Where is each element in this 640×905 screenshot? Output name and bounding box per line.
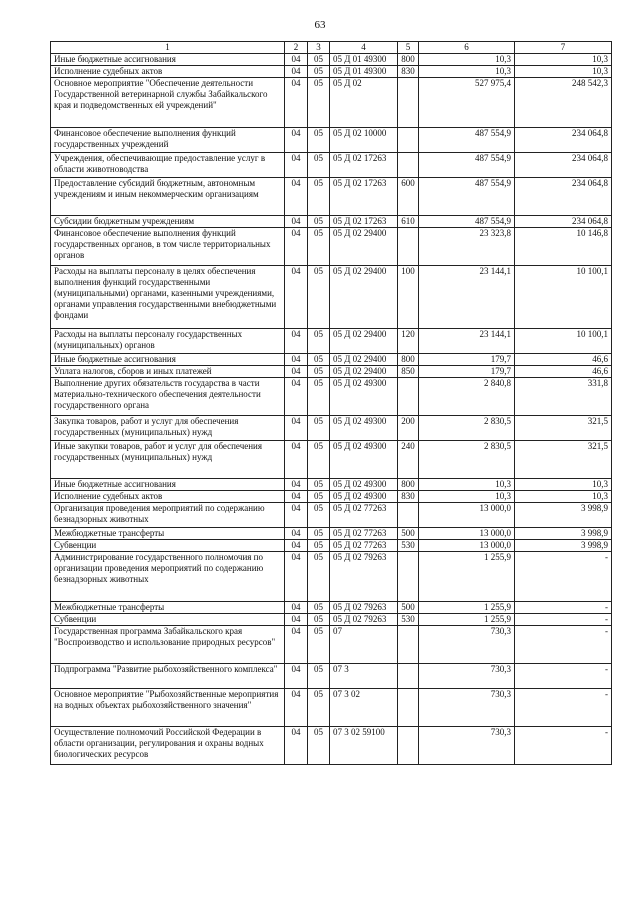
row-name-cell: Осуществление полномочий Российской Федерации в области организации, регулирования и охраны водных биологических ресурсов [51,727,285,765]
row-name-cell: Субвенции [51,614,285,626]
row-name-cell: Финансовое обеспечение выполнения функций государственных органов, в том числе территориальных органов [51,228,285,266]
row-c2-cell: 04 [285,626,308,664]
table-row [51,329,612,354]
row-c7-cell: 3 998,9 [515,503,612,528]
row-c7-cell: 234 064,8 [515,153,612,178]
row-c4-cell: 05 Д 02 29400 [330,266,398,329]
table-row [51,479,612,491]
row-c5-cell: 530 [398,614,419,626]
row-name-cell: Субвенции [51,540,285,552]
table-row [51,128,612,153]
row-name-cell: Закупка товаров, работ и услуг для обеспечения государственных (муниципальных) нужд [51,416,285,441]
row-c6-cell: 23 144,1 [419,329,515,354]
row-c3-cell: 05 [308,378,330,416]
table-row [51,441,612,479]
row-c6-cell: 23 144,1 [419,266,515,329]
row-c7-cell: 234 064,8 [515,178,612,216]
row-c6-cell: 527 975,4 [419,78,515,128]
row-c3-cell: 05 [308,503,330,528]
row-c6-cell: 23 323,8 [419,228,515,266]
row-c2-cell: 04 [285,178,308,216]
row-c7-cell: 321,5 [515,416,612,441]
row-c5-cell: 500 [398,528,419,540]
row-name-cell: Организация проведения мероприятий по содержанию безнадзорных животных [51,503,285,528]
row-c6-cell: 2 830,5 [419,416,515,441]
row-c6-cell: 179,7 [419,354,515,366]
table-row [51,626,612,664]
table-row [51,228,612,266]
table-row [51,727,612,765]
row-c3-cell: 05 [308,664,330,689]
row-c7-cell: 248 542,3 [515,78,612,128]
row-c5-cell [398,128,419,153]
row-c2-cell: 04 [285,479,308,491]
row-c5-cell: 100 [398,266,419,329]
row-c6-cell: 487 554,9 [419,153,515,178]
row-c2-cell: 04 [285,378,308,416]
row-c6-cell: 487 554,9 [419,216,515,228]
row-c3-cell: 05 [308,614,330,626]
table-row [51,354,612,366]
header-cell: 4 [330,42,398,54]
row-c2-cell: 04 [285,66,308,78]
row-c2-cell: 04 [285,366,308,378]
row-c6-cell: 13 000,0 [419,528,515,540]
row-c3-cell: 05 [308,416,330,441]
row-c7-cell: - [515,614,612,626]
header-cell: 1 [51,42,285,54]
table-row [51,540,612,552]
row-c2-cell: 04 [285,689,308,727]
row-c4-cell: 05 Д 02 29400 [330,366,398,378]
row-c6-cell: 13 000,0 [419,540,515,552]
row-c5-cell [398,78,419,128]
row-c5-cell: 610 [398,216,419,228]
table-row [51,416,612,441]
row-c4-cell: 05 Д 02 10000 [330,128,398,153]
row-c3-cell: 05 [308,266,330,329]
row-c7-cell: 46,6 [515,366,612,378]
header-cell: 5 [398,42,419,54]
row-name-cell: Исполнение судебных актов [51,491,285,503]
table-row [51,216,612,228]
row-c5-cell [398,503,419,528]
row-c4-cell: 05 Д 02 17263 [330,216,398,228]
row-c6-cell: 1 255,9 [419,602,515,614]
row-c6-cell: 2 840,8 [419,378,515,416]
row-c3-cell: 05 [308,329,330,354]
row-name-cell: Основное мероприятие "Рыбохозяйственные мероприятия на водных объектах рыбохозяйственного значения" [51,689,285,727]
row-name-cell: Основное мероприятие "Обеспечение деятельности Государственной ветеринарной службы Забайкальского края и подведомственных ей учреждений" [51,78,285,128]
row-c3-cell: 05 [308,552,330,602]
table-row [51,491,612,503]
table-row [51,689,612,727]
row-c2-cell: 04 [285,727,308,765]
row-c2-cell: 04 [285,552,308,602]
row-c4-cell: 05 Д 01 49300 [330,54,398,66]
table-row [51,178,612,216]
row-c4-cell: 05 Д 02 79263 [330,602,398,614]
row-c5-cell: 850 [398,366,419,378]
row-c5-cell [398,153,419,178]
header-cell: 3 [308,42,330,54]
row-name-cell: Государственная программа Забайкальского края "Воспроизводство и использование природных ресурсов" [51,626,285,664]
row-c3-cell: 05 [308,491,330,503]
row-c2-cell: 04 [285,528,308,540]
row-c5-cell: 240 [398,441,419,479]
row-c7-cell: 234 064,8 [515,216,612,228]
row-c3-cell: 05 [308,128,330,153]
table-row [51,602,612,614]
page-number: 63 [314,19,326,31]
row-c5-cell: 830 [398,491,419,503]
row-c7-cell: - [515,626,612,664]
row-c5-cell: 530 [398,540,419,552]
row-c3-cell: 05 [308,178,330,216]
row-c3-cell: 05 [308,602,330,614]
row-c3-cell: 05 [308,216,330,228]
row-c2-cell: 04 [285,266,308,329]
row-c5-cell: 800 [398,354,419,366]
table-row [51,66,612,78]
row-c2-cell: 04 [285,491,308,503]
row-c3-cell: 05 [308,366,330,378]
row-c3-cell: 05 [308,66,330,78]
row-c7-cell: 10 100,1 [515,329,612,354]
row-c3-cell: 05 [308,727,330,765]
row-name-cell: Финансовое обеспечение выполнения функций государственных учреждений [51,128,285,153]
row-c6-cell: 730,3 [419,727,515,765]
row-c7-cell: - [515,727,612,765]
row-c4-cell: 05 Д 02 29400 [330,228,398,266]
row-c4-cell: 05 Д 02 77263 [330,503,398,528]
row-name-cell: Субсидии бюджетным учреждениям [51,216,285,228]
row-c5-cell: 120 [398,329,419,354]
row-c4-cell: 05 Д 02 49300 [330,491,398,503]
row-c6-cell: 13 000,0 [419,503,515,528]
row-c3-cell: 05 [308,528,330,540]
table-row [51,528,612,540]
row-c6-cell: 2 830,5 [419,441,515,479]
row-c3-cell: 05 [308,689,330,727]
row-c2-cell: 04 [285,78,308,128]
table-row [51,503,612,528]
header-cell: 7 [515,42,612,54]
row-c5-cell [398,552,419,602]
table-row [51,664,612,689]
row-c5-cell: 600 [398,178,419,216]
row-c7-cell: 10,3 [515,491,612,503]
row-name-cell: Учреждения, обеспечивающие предоставление услуг в области животноводства [51,153,285,178]
row-c2-cell: 04 [285,228,308,266]
row-c4-cell: 05 Д 02 77263 [330,528,398,540]
row-name-cell: Администрирование государственного полномочия по организации проведения мероприятий по содержанию безнадзорных животных [51,552,285,602]
row-c7-cell: - [515,602,612,614]
row-c3-cell: 05 [308,78,330,128]
row-c5-cell: 800 [398,479,419,491]
row-c7-cell: 3 998,9 [515,540,612,552]
table-header-row [51,42,612,54]
row-name-cell: Межбюджетные трансферты [51,528,285,540]
row-c6-cell: 10,3 [419,491,515,503]
row-name-cell: Иные закупки товаров, работ и услуг для обеспечения государственных (муниципальных) нужд [51,441,285,479]
row-c5-cell [398,626,419,664]
row-c5-cell [398,689,419,727]
row-c2-cell: 04 [285,614,308,626]
row-c2-cell: 04 [285,354,308,366]
row-c4-cell: 05 Д 02 17263 [330,153,398,178]
row-c7-cell: 321,5 [515,441,612,479]
table-row [51,378,612,416]
table-row [51,78,612,128]
row-c4-cell: 07 [330,626,398,664]
row-c3-cell: 05 [308,540,330,552]
row-c4-cell: 05 Д 02 29400 [330,329,398,354]
row-c2-cell: 04 [285,441,308,479]
table-row [51,54,612,66]
row-c4-cell: 05 Д 02 77263 [330,540,398,552]
table-row [51,366,612,378]
row-c5-cell [398,727,419,765]
row-c6-cell: 487 554,9 [419,128,515,153]
row-c4-cell: 07 3 [330,664,398,689]
row-c4-cell: 05 Д 02 49300 [330,441,398,479]
row-c6-cell: 1 255,9 [419,614,515,626]
row-c2-cell: 04 [285,128,308,153]
row-name-cell: Иные бюджетные ассигнования [51,354,285,366]
row-c3-cell: 05 [308,153,330,178]
row-name-cell: Расходы на выплаты персоналу государственных (муниципальных) органов [51,329,285,354]
row-c4-cell: 05 Д 02 29400 [330,354,398,366]
table-row [51,614,612,626]
table-row [51,153,612,178]
row-name-cell: Межбюджетные трансферты [51,602,285,614]
table-row [51,552,612,602]
row-c4-cell: 05 Д 02 49300 [330,378,398,416]
row-c4-cell: 07 3 02 59100 [330,727,398,765]
row-c4-cell: 05 Д 02 [330,78,398,128]
row-c7-cell: 10 100,1 [515,266,612,329]
row-c6-cell: 10,3 [419,66,515,78]
row-c3-cell: 05 [308,228,330,266]
budget-table [50,41,612,765]
row-c7-cell: 10 146,8 [515,228,612,266]
row-c7-cell: 234 064,8 [515,128,612,153]
row-c7-cell: 10,3 [515,66,612,78]
row-c5-cell: 800 [398,54,419,66]
row-c2-cell: 04 [285,216,308,228]
row-c3-cell: 05 [308,441,330,479]
row-name-cell: Выполнение других обязательств государства в части материально-технического обеспечения деятельности государственного органа [51,378,285,416]
row-c2-cell: 04 [285,540,308,552]
row-name-cell: Расходы на выплаты персоналу в целях обеспечения выполнения функций государственными (муниципальными) органами, казенными учреждениями, органами управления государственными внебюджетными фондами [51,266,285,329]
row-c7-cell: 46,6 [515,354,612,366]
header-cell: 2 [285,42,308,54]
row-c3-cell: 05 [308,54,330,66]
row-c4-cell: 05 Д 02 17263 [330,178,398,216]
row-c4-cell: 05 Д 02 49300 [330,479,398,491]
row-c4-cell: 05 Д 02 49300 [330,416,398,441]
row-name-cell: Иные бюджетные ассигнования [51,479,285,491]
row-c2-cell: 04 [285,416,308,441]
row-c6-cell: 1 255,9 [419,552,515,602]
row-c7-cell: - [515,552,612,602]
row-c2-cell: 04 [285,602,308,614]
row-name-cell: Иные бюджетные ассигнования [51,54,285,66]
row-c2-cell: 04 [285,664,308,689]
row-c7-cell: 331,8 [515,378,612,416]
row-c4-cell: 05 Д 02 79263 [330,614,398,626]
row-c2-cell: 04 [285,329,308,354]
row-c2-cell: 04 [285,153,308,178]
row-c3-cell: 05 [308,354,330,366]
row-name-cell: Исполнение судебных актов [51,66,285,78]
row-c6-cell: 730,3 [419,689,515,727]
row-c3-cell: 05 [308,479,330,491]
row-c6-cell: 10,3 [419,479,515,491]
row-c4-cell: 07 3 02 [330,689,398,727]
row-c7-cell: 10,3 [515,479,612,491]
row-c4-cell: 05 Д 02 79263 [330,552,398,602]
row-c7-cell: - [515,689,612,727]
row-c5-cell [398,664,419,689]
row-c7-cell: 3 998,9 [515,528,612,540]
row-c6-cell: 487 554,9 [419,178,515,216]
row-c2-cell: 04 [285,503,308,528]
row-c6-cell: 730,3 [419,626,515,664]
row-c4-cell: 05 Д 01 49300 [330,66,398,78]
row-c7-cell: 10,3 [515,54,612,66]
row-name-cell: Подпрограмма "Развитие рыбохозяйственного комплекса" [51,664,285,689]
row-c5-cell: 200 [398,416,419,441]
row-c6-cell: 179,7 [419,366,515,378]
row-name-cell: Предоставление субсидий бюджетным, автономным учреждениям и иным некоммерческим организациям [51,178,285,216]
table-row [51,266,612,329]
row-c5-cell [398,378,419,416]
row-c6-cell: 730,3 [419,664,515,689]
row-c5-cell [398,228,419,266]
row-c7-cell: - [515,664,612,689]
row-c2-cell: 04 [285,54,308,66]
row-c5-cell: 830 [398,66,419,78]
row-name-cell: Уплата налогов, сборов и иных платежей [51,366,285,378]
row-c6-cell: 10,3 [419,54,515,66]
header-cell: 6 [419,42,515,54]
row-c5-cell: 500 [398,602,419,614]
row-c3-cell: 05 [308,626,330,664]
